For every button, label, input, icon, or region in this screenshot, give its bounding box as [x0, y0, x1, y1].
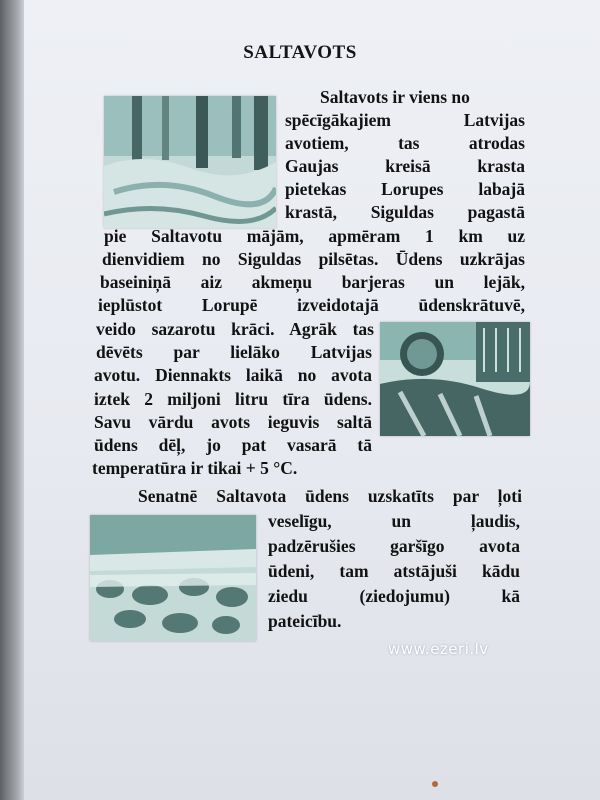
sign-text-line: avotiem, tas atrodas [285, 133, 525, 153]
sign-frame-edge [0, 0, 26, 800]
sign-text-line: baseiniņā aiz akmeņu barjeras un lejāk, [100, 272, 525, 292]
sign-text-line: veselīgu, un ļaudis, [268, 511, 520, 531]
sign-text-line: iztek 2 miljoni litru tīra ūdens. [94, 389, 372, 409]
stone-barrier-photo [90, 515, 256, 641]
sign-text-line: ūdeni, tam atstājuši kādu [268, 561, 520, 581]
sign-text-line: ūdens dēļ, jo pat vasarā tā [94, 435, 372, 455]
sign-text-line: pietekas Lorupes labajā [285, 179, 525, 199]
sign-text-line: Saltavots ir viens no [320, 87, 470, 107]
mounting-screw [432, 781, 438, 787]
sign-title: SALTAVOTS [243, 42, 357, 63]
sign-text-line: pie Saltavotu mājām, apmēram 1 km uz [104, 226, 525, 246]
sign-text-line: krastā, Siguldas pagastā [285, 202, 525, 222]
sign-text-line: Senatnē Saltavota ūdens uzskatīts par ļoti [138, 486, 522, 506]
sign-text-line: veido sazarotu krāci. Agrāk tas [96, 319, 374, 339]
watermark: www.ezeri.lv [388, 640, 489, 658]
sign-text-line: Savu vārdu avots ieguvis saltā [94, 412, 372, 432]
sign-text-line: dienvidiem no Siguldas pilsētas. Ūdens uzkrājas [102, 249, 525, 269]
sign-text-line: ieplūstot Lorupē izveidotajā ūdenskrātuvē, [98, 295, 525, 315]
waterfall-dam-photo [380, 322, 530, 436]
sign-text-line: pateicību. [268, 611, 342, 631]
sign-text-line: Gaujas kreisā krasta [285, 156, 525, 176]
spring-forest-photo [104, 96, 276, 228]
sign-text-line: avotu. Diennakts laikā no avota [94, 365, 372, 385]
sign-text-line: temperatūra ir tikai + 5 °C. [92, 458, 298, 478]
sign-text-line: dēvēts par lielāko Latvijas [96, 342, 372, 362]
sign-text-line: spēcīgākajiem Latvijas [285, 110, 525, 130]
sign-text-line: padzērušies garšīgo avota [268, 536, 520, 556]
sign-text-line: ziedu (ziedojumu) kā [268, 586, 520, 606]
